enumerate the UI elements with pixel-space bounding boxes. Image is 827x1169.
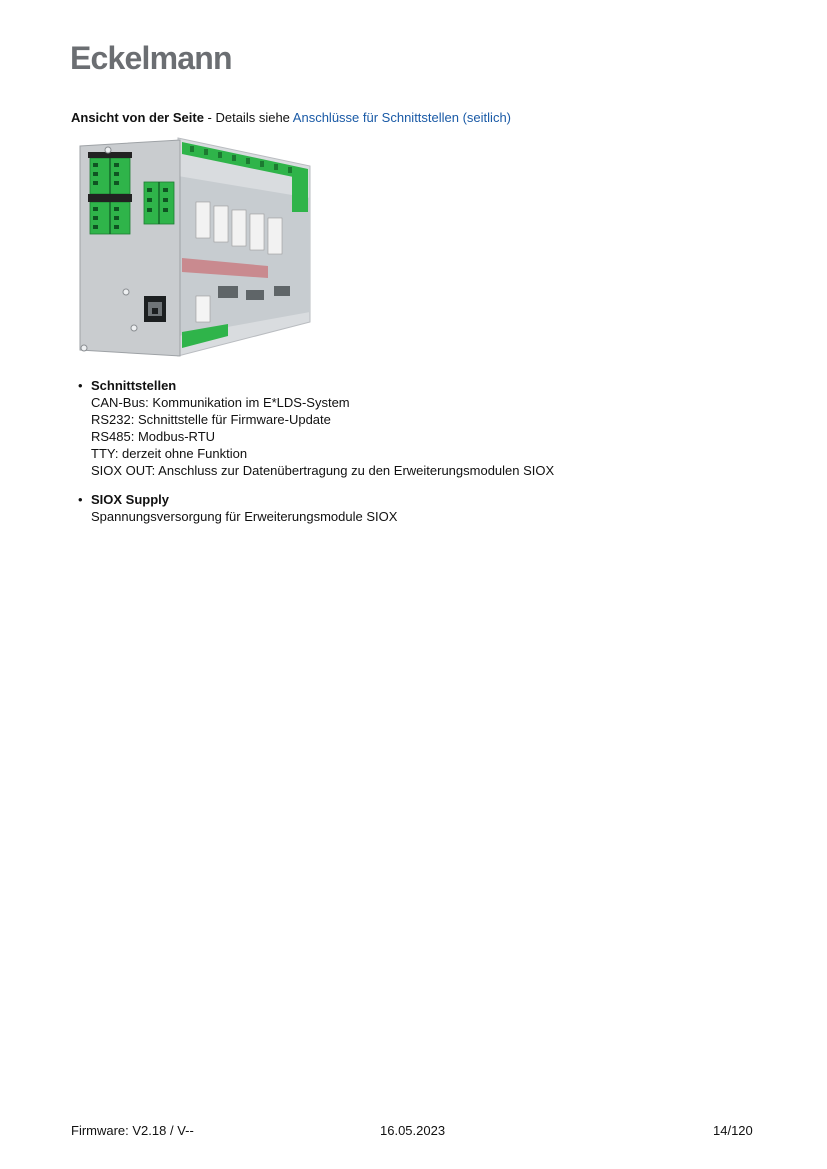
device-side-view-image [78,136,314,360]
bullet-item-siox-supply [78,491,554,525]
bullet-list [78,377,554,535]
footer-page-number: 14/120 [713,1123,753,1138]
bullet-marker: • [78,378,83,393]
section-title: Ansicht von der Seite [71,110,204,125]
bullet-line: TTY: derzeit ohne Funktion [91,446,248,461]
interfaces-link[interactable]: Anschlüsse für Schnittstellen (seitlich) [292,110,511,125]
footer-date: 16.05.2023 [380,1123,446,1138]
bullet-line: Spannungsversorgung für Erweiterungsmodule SIOX [91,509,398,524]
brand-logo: Eckelmann [70,40,232,76]
bullet-title: SIOX Supply [91,492,170,507]
bullet-line: RS485: Modbus-RTU [91,429,216,444]
bullet-line: CAN-Bus: Kommunikation im E*LDS-System [91,395,350,410]
intro-line [71,110,511,125]
footer-firmware: Firmware: V2.18 / V-- [71,1123,194,1138]
bullet-marker: • [78,492,83,507]
bullet-title: Schnittstellen [91,378,177,393]
intro-text: - Details siehe [203,110,293,125]
bullet-line: RS232: Schnittstelle für Firmware-Update [91,412,331,427]
bullet-line: SIOX OUT: Anschluss zur Datenübertragung zu den Erweiterungsmodulen SIOX [91,463,555,478]
device-illustration [78,136,314,360]
bullet-item-interfaces [78,377,554,479]
